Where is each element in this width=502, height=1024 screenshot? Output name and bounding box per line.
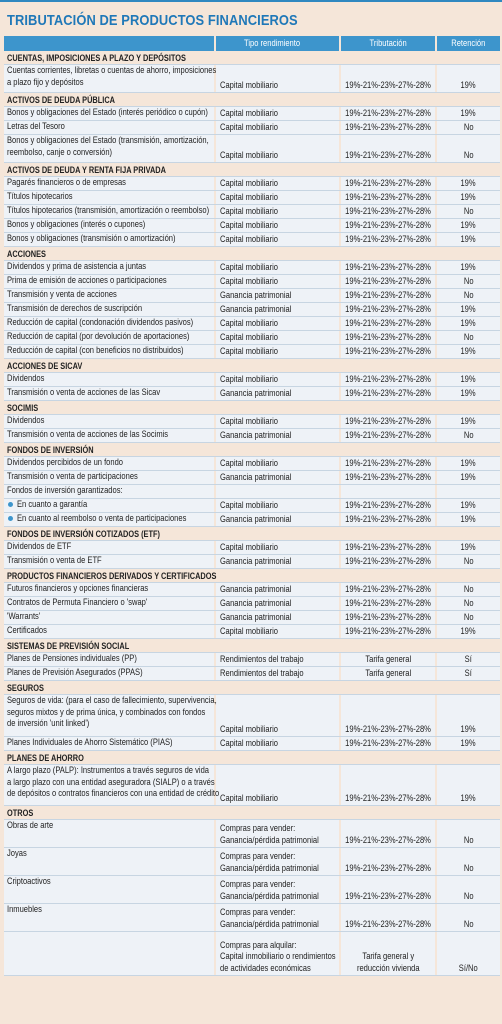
retencion-cell: Sí — [435, 667, 500, 680]
tributacion-cell: 19%-21%-23%-27%-28% — [339, 191, 435, 204]
tipo-rendimiento-cell: Capital mobiliario — [214, 737, 339, 750]
concept-cell: Prima de emisión de acciones o participaciones — [7, 275, 167, 285]
tipo-rendimiento-cell: Capital mobiliario — [214, 121, 339, 134]
tipo-rendimiento-cell: Capital mobiliario — [214, 275, 339, 288]
retencion-cell: 19% — [435, 177, 500, 190]
tributacion-cell: 19%-21%-23%-27%-28% — [339, 303, 435, 316]
retencion-cell: No — [435, 289, 500, 302]
tributacion-cell: 19%-21%-23%-27%-28% — [339, 820, 435, 847]
concept-cell: Contratos de Permuta Financiero o 'swap' — [7, 597, 148, 607]
table-row — [4, 737, 500, 751]
concept-cell: Transmisión o venta de acciones de las Sicav — [7, 387, 161, 397]
table-row — [4, 205, 500, 219]
concept-cell: Planes de Pensiones individuales (PP) — [7, 653, 137, 663]
section-title: SISTEMAS DE PREVISIÓN SOCIAL — [7, 641, 130, 651]
tipo-rendimiento-cell: Ganancia patrimonial — [214, 429, 339, 442]
concept-cell: Pagarés financieros o de empresas — [7, 177, 126, 187]
concept-cell — [4, 932, 214, 975]
concept-cell: 'Warrants' — [7, 611, 41, 621]
tipo-rendimiento-cell: Capital mobiliario — [214, 107, 339, 120]
retencion-cell: 19% — [435, 345, 500, 358]
table-row — [4, 457, 500, 471]
table-header — [4, 36, 500, 51]
tipo-rendimiento-cell: Capital mobiliario — [214, 625, 339, 638]
retencion-cell: 19% — [435, 513, 500, 526]
tipo-rendimiento-cell: Rendimientos del trabajo — [214, 653, 339, 666]
tributacion-cell: 19%-21%-23%-27%-28% — [339, 555, 435, 568]
table-row — [4, 387, 500, 401]
tipo-rendimiento-cell: Capital mobiliario — [214, 233, 339, 246]
section-heading — [4, 806, 500, 820]
tipo-rendimiento-cell: Capital mobiliario — [214, 345, 339, 358]
retencion-cell: 19% — [435, 261, 500, 274]
tipo-rendimiento-cell — [214, 485, 339, 498]
section-title: ACCIONES — [7, 249, 46, 259]
tributacion-cell — [339, 485, 435, 498]
tributacion-cell: 19%-21%-23%-27%-28% — [339, 597, 435, 610]
tipo-rendimiento-cell: Ganancia patrimonial — [214, 303, 339, 316]
table-row — [4, 65, 500, 93]
retencion-cell: No — [435, 429, 500, 442]
table-row — [4, 848, 500, 876]
tributacion-cell: 19%-21%-23%-27%-28% — [339, 904, 435, 931]
concept-cell: Dividendos y prima de asistencia a juntas — [7, 261, 147, 271]
section-heading — [4, 443, 500, 457]
concept-cell: Dividendos percibidos de un fondo — [7, 457, 123, 467]
section-title: ACTIVOS DE DEUDA PÚBLICA — [7, 95, 115, 105]
tributacion-cell: 19%-21%-23%-27%-28% — [339, 121, 435, 134]
concept-cell: Transmisión o venta de participaciones — [7, 471, 138, 481]
tributacion-cell: 19%-21%-23%-27%-28% — [339, 471, 435, 484]
section-title: FONDOS DE INVERSIÓN COTIZADOS (ETF) — [7, 529, 160, 539]
tipo-rendimiento-cell: Capital mobiliario — [214, 499, 339, 512]
table-row — [4, 653, 500, 667]
retencion-cell: No — [435, 121, 500, 134]
concept-cell: Certificados — [7, 625, 47, 635]
table-row — [4, 261, 500, 275]
table-row — [4, 191, 500, 205]
retencion-cell: 19% — [435, 317, 500, 330]
tributacion-cell: Tarifa general — [339, 653, 435, 666]
retencion-cell: 19% — [435, 65, 500, 92]
concept-cell: Dividendos — [7, 373, 45, 383]
retencion-cell: 19% — [435, 499, 500, 512]
tipo-rendimiento-cell: Rendimientos del trabajo — [214, 667, 339, 680]
concept-cell: Planes Individuales de Ahorro Sistemático (PIAS) — [7, 737, 173, 747]
retencion-cell: 19% — [435, 457, 500, 470]
table-row — [4, 373, 500, 387]
tributacion-cell: 19%-21%-23%-27%-28% — [339, 289, 435, 302]
header-retencion: Retención — [435, 36, 500, 51]
tipo-rendimiento-cell: Capital mobiliario — [214, 695, 339, 736]
tipo-rendimiento-cell: Compras para vender: Ganancia/pérdida patrimonial — [214, 848, 339, 875]
concept-cell: Criptoactivos — [7, 876, 51, 886]
table-row — [4, 345, 500, 359]
retencion-cell: No — [435, 820, 500, 847]
retencion-cell: No — [435, 205, 500, 218]
concept-cell: Reducción de capital (condonación dividendos pasivos) — [7, 317, 194, 327]
concept-cell: Letras del Tesoro — [7, 121, 65, 131]
concept-cell: Transmisión o venta de acciones de las Socimis — [7, 429, 169, 439]
tributacion-cell: 19%-21%-23%-27%-28% — [339, 737, 435, 750]
section-heading — [4, 359, 500, 373]
section-title: ACCIONES DE SICAV — [7, 361, 83, 371]
tributacion-cell: 19%-21%-23%-27%-28% — [339, 415, 435, 428]
concept-cell: Seguros de vida: (para el caso de fallecimiento, supervivencia, seguros mixtos y de prima única, y combinados con fondos de inversión 'unit linked') — [7, 695, 217, 728]
retencion-cell: 19% — [435, 233, 500, 246]
concept-cell: Bonos y obligaciones (transmisión o amortización) — [7, 233, 176, 243]
section-heading — [4, 401, 500, 415]
tipo-rendimiento-cell: Capital mobiliario — [214, 177, 339, 190]
header-tipo-rendimiento: Tipo rendimiento — [214, 36, 339, 51]
retencion-cell: No — [435, 611, 500, 624]
retencion-cell — [435, 485, 500, 498]
section-title: OTROS — [7, 808, 34, 818]
top-rule — [0, 0, 502, 2]
tributacion-cell: 19%-21%-23%-27%-28% — [339, 387, 435, 400]
retencion-cell: 19% — [435, 107, 500, 120]
table-body — [4, 51, 500, 976]
table-row — [4, 876, 500, 904]
tipo-rendimiento-cell: Compras para vender: Ganancia/pérdida patrimonial — [214, 904, 339, 931]
tipo-rendimiento-cell: Ganancia patrimonial — [214, 583, 339, 596]
tributacion-cell: 19%-21%-23%-27%-28% — [339, 583, 435, 596]
table-row — [4, 625, 500, 639]
bullet-icon — [8, 502, 13, 507]
section-title: SOCIMIS — [7, 403, 39, 413]
bullet-icon — [8, 516, 13, 521]
tributacion-cell: 19%-21%-23%-27%-28% — [339, 177, 435, 190]
concept-cell: Reducción de capital (con beneficios no distribuidos) — [7, 345, 184, 355]
tributacion-cell: Tarifa general y reducción vivienda — [339, 932, 435, 975]
retencion-cell: No — [435, 555, 500, 568]
section-heading — [4, 569, 500, 583]
section-title: SEGUROS — [7, 683, 44, 693]
table-row — [4, 135, 500, 163]
tipo-rendimiento-cell: Capital mobiliario — [214, 135, 339, 162]
section-title: PRODUCTOS FINANCIEROS DERIVADOS Y CERTIFICADOS — [7, 571, 217, 581]
tipo-rendimiento-cell: Capital mobiliario — [214, 331, 339, 344]
tipo-rendimiento-cell: Capital mobiliario — [214, 191, 339, 204]
tipo-rendimiento-cell: Capital mobiliario — [214, 205, 339, 218]
table-row — [4, 904, 500, 932]
tributacion-cell: 19%-21%-23%-27%-28% — [339, 205, 435, 218]
table-row — [4, 317, 500, 331]
tipo-rendimiento-cell: Capital mobiliario — [214, 373, 339, 386]
concept-cell: Títulos hipotecarios — [7, 191, 73, 201]
concept-cell: Bonos y obligaciones (interés o cupones) — [7, 219, 146, 229]
tributacion-cell: 19%-21%-23%-27%-28% — [339, 317, 435, 330]
retencion-cell: No — [435, 876, 500, 903]
concept-cell: Planes de Previsión Asegurados (PPAS) — [7, 667, 143, 677]
retencion-cell: Sí/No — [435, 932, 500, 975]
tributacion-cell: 19%-21%-23%-27%-28% — [339, 233, 435, 246]
table-row — [4, 471, 500, 485]
tributacion-cell: 19%-21%-23%-27%-28% — [339, 513, 435, 526]
tributacion-cell: 19%-21%-23%-27%-28% — [339, 499, 435, 512]
table-row — [4, 513, 500, 527]
table-row — [4, 415, 500, 429]
tipo-rendimiento-cell: Compras para alquilar: Capital inmobiliario o rendimientos de actividades económicas — [214, 932, 339, 975]
concept-cell: Bonos y obligaciones del Estado (interés periódico o cupón) — [7, 107, 208, 117]
section-heading — [4, 639, 500, 653]
retencion-cell: 19% — [435, 415, 500, 428]
concept-cell: En cuanto al reembolso o venta de participaciones — [4, 513, 214, 526]
concept-cell: Títulos hipotecarios (transmisión, amortización o reembolso) — [7, 205, 210, 215]
section-heading — [4, 751, 500, 765]
section-heading — [4, 681, 500, 695]
section-heading — [4, 163, 500, 177]
table-row — [4, 289, 500, 303]
retencion-cell: 19% — [435, 303, 500, 316]
tributacion-cell: 19%-21%-23%-27%-28% — [339, 219, 435, 232]
retencion-cell: 19% — [435, 765, 500, 805]
retencion-cell: Sí — [435, 653, 500, 666]
retencion-cell: 19% — [435, 541, 500, 554]
retencion-cell: 19% — [435, 373, 500, 386]
tributacion-cell: 19%-21%-23%-27%-28% — [339, 457, 435, 470]
tributacion-cell: 19%-21%-23%-27%-28% — [339, 261, 435, 274]
concept-cell: Cuentas corrientes, libretas o cuentas de ahorro, imposiciones a plazo fijo y depósitos — [7, 65, 217, 87]
table-row — [4, 541, 500, 555]
header-concept — [4, 36, 214, 51]
table-row — [4, 107, 500, 121]
retencion-cell: 19% — [435, 191, 500, 204]
header-tributacion: Tributación — [339, 36, 435, 51]
tributacion-cell: 19%-21%-23%-27%-28% — [339, 765, 435, 805]
tipo-rendimiento-cell: Ganancia patrimonial — [214, 289, 339, 302]
tipo-rendimiento-cell: Capital mobiliario — [214, 457, 339, 470]
table-row — [4, 765, 500, 806]
tipo-rendimiento-cell: Ganancia patrimonial — [214, 597, 339, 610]
tipo-rendimiento-cell: Capital mobiliario — [214, 261, 339, 274]
section-title: ACTIVOS DE DEUDA Y RENTA FIJA PRIVADA — [7, 165, 166, 175]
retencion-cell: No — [435, 597, 500, 610]
section-title: FONDOS DE INVERSIÓN — [7, 445, 94, 455]
tributacion-cell: 19%-21%-23%-27%-28% — [339, 429, 435, 442]
section-title: CUENTAS, IMPOSICIONES A PLAZO Y DEPÓSITOS — [7, 53, 186, 63]
section-heading — [4, 93, 500, 107]
concept-cell: Bonos y obligaciones del Estado (transmisión, amortización, reembolso, canje o conversión) — [7, 135, 209, 157]
section-heading — [4, 247, 500, 261]
tipo-rendimiento-cell: Capital mobiliario — [214, 415, 339, 428]
tributacion-cell: 19%-21%-23%-27%-28% — [339, 611, 435, 624]
tributacion-cell: 19%-21%-23%-27%-28% — [339, 625, 435, 638]
tributacion-cell: 19%-21%-23%-27%-28% — [339, 373, 435, 386]
tributacion-cell: 19%-21%-23%-27%-28% — [339, 275, 435, 288]
retencion-cell: No — [435, 331, 500, 344]
table-row — [4, 331, 500, 345]
table-row — [4, 695, 500, 737]
page-title: TRIBUTACIÓN DE PRODUCTOS FINANCIEROS — [7, 12, 298, 29]
retencion-cell: 19% — [435, 219, 500, 232]
retencion-cell: 19% — [435, 737, 500, 750]
table-row — [4, 499, 500, 513]
tributacion-cell: 19%-21%-23%-27%-28% — [339, 331, 435, 344]
table-row — [4, 485, 500, 499]
table-row — [4, 583, 500, 597]
tributacion-cell: 19%-21%-23%-27%-28% — [339, 135, 435, 162]
section-heading — [4, 527, 500, 541]
tributacion-cell: 19%-21%-23%-27%-28% — [339, 541, 435, 554]
table-row — [4, 233, 500, 247]
table-row — [4, 177, 500, 191]
retencion-cell: No — [435, 275, 500, 288]
concept-cell: Reducción de capital (por devolución de aportaciones) — [7, 331, 190, 341]
section-title: PLANES DE AHORRO — [7, 753, 84, 763]
tipo-rendimiento-cell: Capital mobiliario — [214, 541, 339, 554]
concept-cell: Inmuebles — [7, 904, 42, 914]
table-row — [4, 667, 500, 681]
tipo-rendimiento-cell: Compras para vender: Ganancia/pérdida patrimonial — [214, 820, 339, 847]
tipo-rendimiento-cell: Ganancia patrimonial — [214, 513, 339, 526]
tributacion-cell: 19%-21%-23%-27%-28% — [339, 848, 435, 875]
tipo-rendimiento-cell: Ganancia patrimonial — [214, 555, 339, 568]
table-row — [4, 611, 500, 625]
retencion-cell: 19% — [435, 625, 500, 638]
concept-cell: Fondos de inversión garantizados: — [7, 485, 123, 495]
table-row — [4, 303, 500, 317]
table-row — [4, 820, 500, 848]
tributacion-cell: Tarifa general — [339, 667, 435, 680]
concept-cell: Futuros financieros y opciones financieras — [7, 583, 149, 593]
retencion-cell: 19% — [435, 695, 500, 736]
tributacion-cell: 19%-21%-23%-27%-28% — [339, 65, 435, 92]
retencion-cell: No — [435, 135, 500, 162]
table-row — [4, 932, 500, 976]
table-row — [4, 429, 500, 443]
retencion-cell: No — [435, 583, 500, 596]
table-row — [4, 275, 500, 289]
concept-cell: Dividendos de ETF — [7, 541, 72, 551]
concept-cell: Transmisión o venta de ETF — [7, 555, 102, 565]
concept-cell: Transmisión y venta de acciones — [7, 289, 117, 299]
concept-cell: Dividendos — [7, 415, 45, 425]
tributacion-cell: 19%-21%-23%-27%-28% — [339, 345, 435, 358]
tipo-rendimiento-cell: Ganancia patrimonial — [214, 387, 339, 400]
concept-cell: Transmisión de derechos de suscripción — [7, 303, 143, 313]
tributacion-cell: 19%-21%-23%-27%-28% — [339, 876, 435, 903]
concept-cell: A largo plazo (PALP): Instrumentos a través seguros de vida a largo plazo con una entidad aseguradora (SIALP) o a través de depósitos o contratos financieros con una entidad de crédito — [7, 765, 220, 798]
table-row — [4, 597, 500, 611]
table-row — [4, 219, 500, 233]
retencion-cell: No — [435, 848, 500, 875]
tipo-rendimiento-cell: Compras para vender: Ganancia/pérdida patrimonial — [214, 876, 339, 903]
tax-table — [4, 36, 500, 976]
concept-cell: Joyas — [7, 848, 27, 858]
table-row — [4, 121, 500, 135]
concept-cell: En cuanto a garantía — [4, 499, 214, 512]
tipo-rendimiento-cell: Ganancia patrimonial — [214, 611, 339, 624]
tipo-rendimiento-cell: Ganancia patrimonial — [214, 471, 339, 484]
tipo-rendimiento-cell: Capital mobiliario — [214, 219, 339, 232]
concept-cell: Obras de arte — [7, 820, 54, 830]
retencion-cell: 19% — [435, 387, 500, 400]
table-row — [4, 555, 500, 569]
tipo-rendimiento-cell: Capital mobiliario — [214, 765, 339, 805]
tipo-rendimiento-cell: Capital mobiliario — [214, 65, 339, 92]
tributacion-cell: 19%-21%-23%-27%-28% — [339, 695, 435, 736]
section-heading — [4, 51, 500, 65]
retencion-cell: No — [435, 904, 500, 931]
tipo-rendimiento-cell: Capital mobiliario — [214, 317, 339, 330]
retencion-cell: 19% — [435, 471, 500, 484]
tributacion-cell: 19%-21%-23%-27%-28% — [339, 107, 435, 120]
